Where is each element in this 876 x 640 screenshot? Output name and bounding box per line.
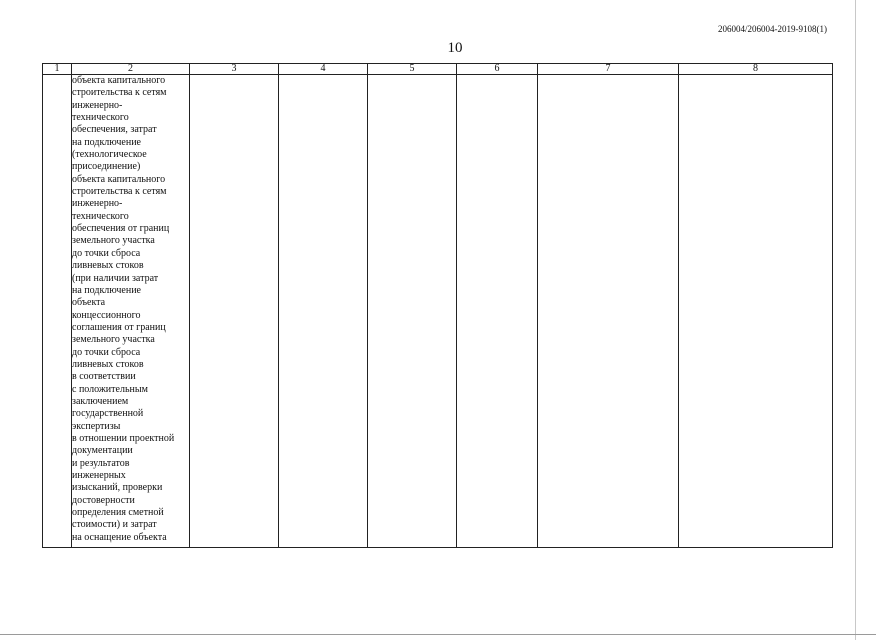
- cell-col8: [679, 75, 833, 548]
- cell-col2: [72, 75, 190, 548]
- column-header-2: 2: [72, 64, 190, 75]
- cell-col1: [43, 75, 72, 548]
- table-row: [43, 75, 833, 548]
- header-row: [43, 64, 833, 75]
- column-header-1: 1: [43, 64, 72, 75]
- page-edge-bottom: [0, 634, 876, 635]
- column-header-8: 8: [679, 64, 833, 75]
- column-header-3: 3: [190, 64, 279, 75]
- page-number: 10: [447, 40, 463, 56]
- column-header-5: 5: [368, 64, 457, 75]
- cell-col3: [190, 75, 279, 548]
- cell-col4: [279, 75, 368, 548]
- column-header-7: 7: [538, 64, 679, 75]
- document-id: 206004/206004-2019-9108(1): [718, 24, 827, 34]
- cell-col5: [368, 75, 457, 548]
- cell-col7: [538, 75, 679, 548]
- column-header-4: 4: [279, 64, 368, 75]
- column-header-6: 6: [457, 64, 538, 75]
- cell-col2-text: объекта капитального строительства к сетям инженерно- технического обеспечения, затрат на подключение (технологическое присоединение) объекта капитального строительства к сетям инженерно- технического обеспечения от границ земельного участка до точки сброса ливневых стоков (при наличии затрат на подключение объекта концессионного соглашения от границ земельного участка до точки сброса ливневых стоков в соответствии с положительным заключением государственной экспертизы в отношении проектной документации и результатов инженерных изысканий, проверки достоверности определения сметной стоимости) и затрат на оснащение объекта: [72, 75, 175, 543]
- data-table: [42, 63, 833, 548]
- page-edge-right: [855, 0, 856, 640]
- cell-col6: [457, 75, 538, 548]
